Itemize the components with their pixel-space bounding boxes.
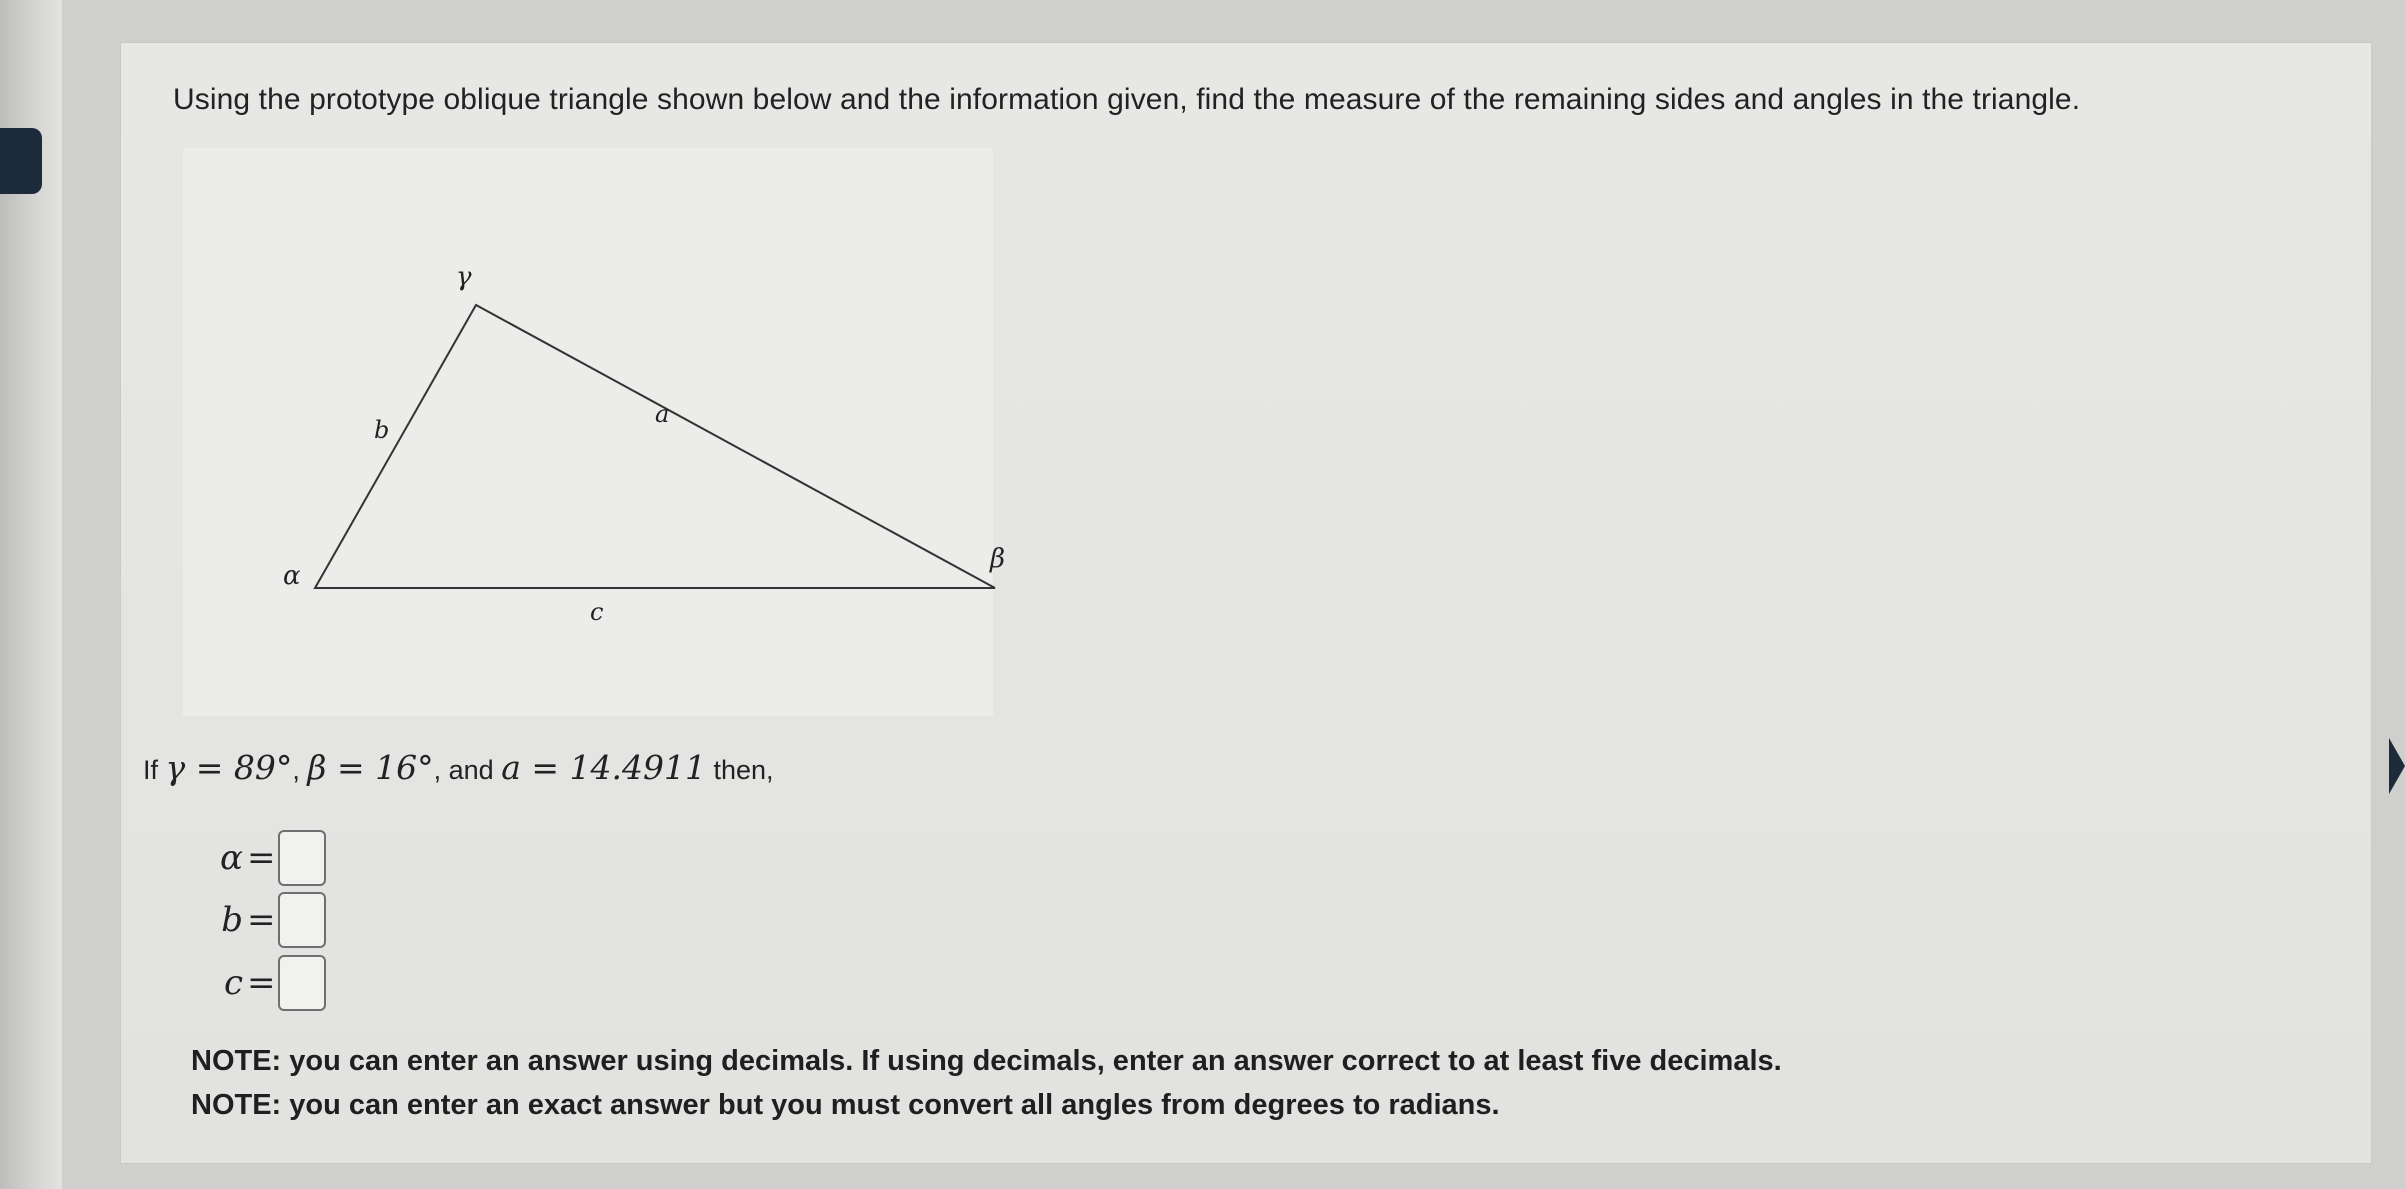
note-decimals: NOTE: you can enter an answer using decimals. If using decimals, enter an answer correct to at least five decimals. (191, 1045, 1782, 1077)
b-answer-input[interactable] (278, 892, 326, 948)
triangle-shape (315, 305, 995, 588)
c-answer-label: c (223, 963, 243, 1003)
c-answer-input[interactable] (278, 955, 326, 1011)
answer-row-c (189, 953, 326, 1013)
equals-sign: = (247, 838, 276, 878)
equals-sign: = (247, 963, 276, 1003)
answer-row-alpha (189, 828, 326, 888)
alpha-answer-label: α (220, 838, 243, 878)
beta-label: β (990, 544, 1006, 574)
given-sep2: , and (433, 755, 494, 785)
given-suffix: then, (713, 755, 774, 785)
next-arrow-icon[interactable] (2389, 738, 2405, 794)
triangle-figure (183, 148, 1006, 716)
given-statement (143, 748, 774, 787)
left-rail (0, 0, 62, 1189)
note-radians: NOTE: you can enter an exact answer but you must convert all angles from degrees to radians. (191, 1089, 1500, 1121)
given-prefix: If (143, 755, 159, 785)
triangle-diagram (183, 148, 1006, 716)
side-b-label: b (374, 416, 390, 444)
given-sep1: , (292, 755, 300, 785)
side-a-label: a (655, 400, 670, 428)
side-c-label: c (590, 598, 604, 626)
a-given: a = 14.4911 (501, 748, 706, 787)
alpha-label: α (283, 561, 301, 591)
navigation-tab[interactable] (0, 128, 42, 194)
gamma-given: γ = 89° (165, 748, 293, 787)
b-answer-label: b (221, 900, 243, 940)
beta-given: β = 16° (307, 748, 434, 787)
alpha-answer-input[interactable] (278, 830, 326, 886)
answer-row-b (189, 890, 326, 950)
question-panel (120, 42, 2372, 1164)
gamma-label: γ (456, 262, 472, 292)
question-text: Using the prototype oblique triangle shown below and the information given, find the measure of the remaining sides and angles in the triangle. (173, 83, 2081, 116)
equals-sign: = (247, 900, 276, 940)
